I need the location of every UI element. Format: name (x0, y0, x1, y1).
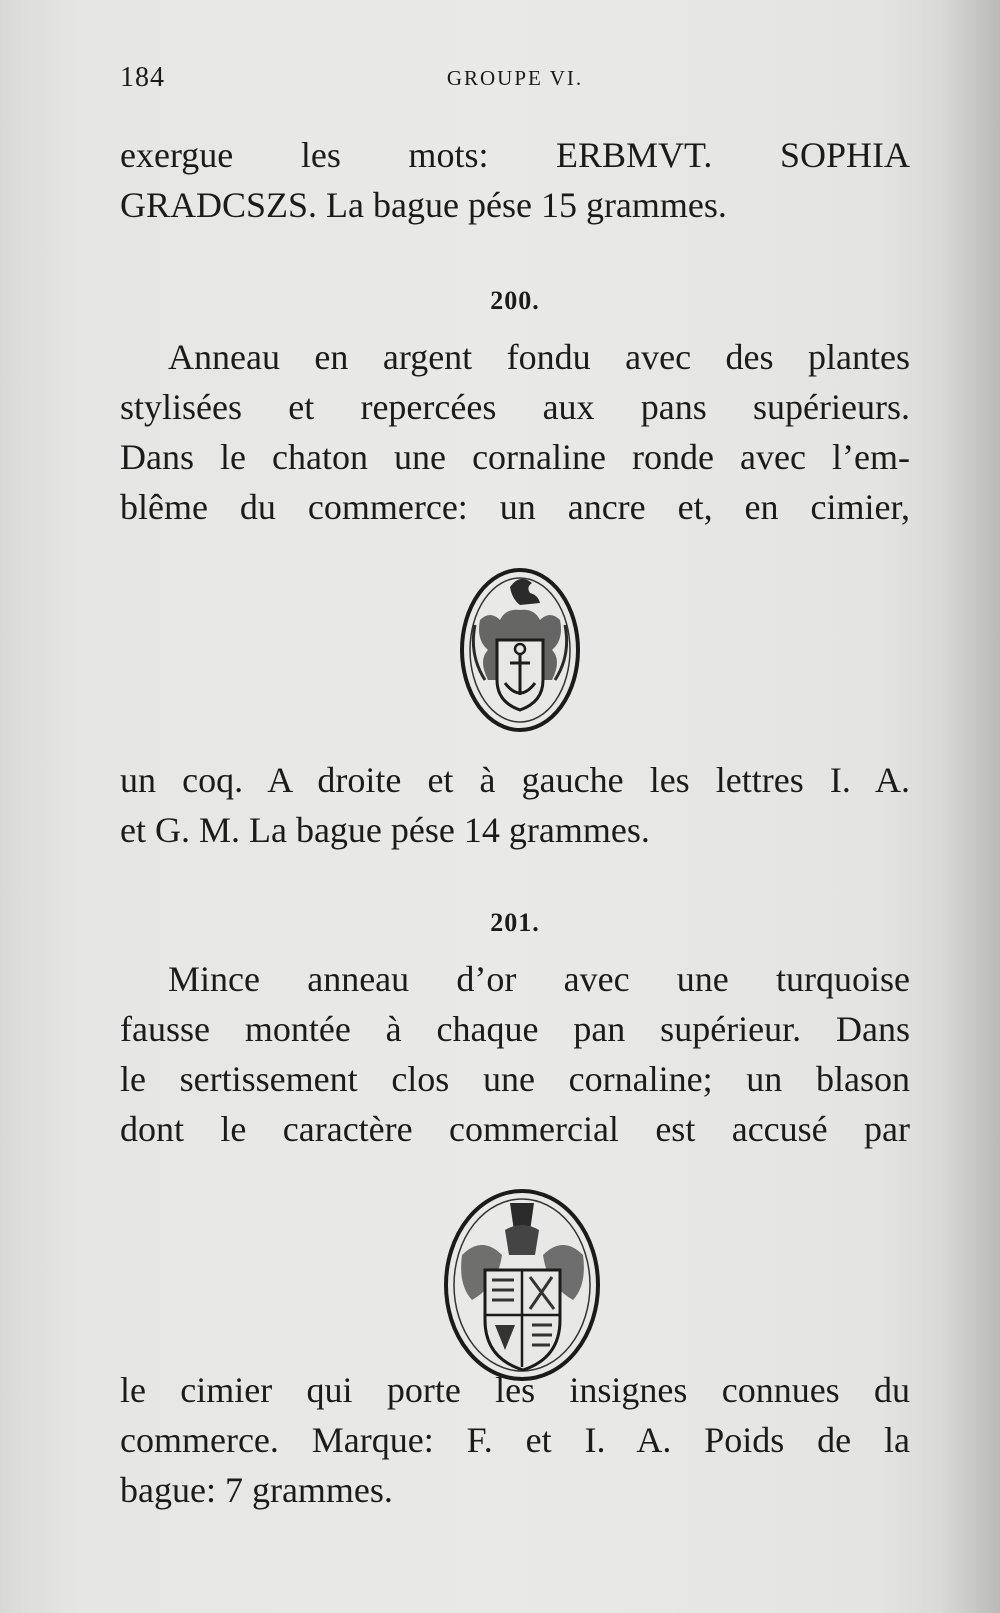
entry-200-paragraph-bottom (120, 755, 910, 855)
text-line: un coq. A droite et à gauche les lettres I. A. (120, 760, 910, 800)
intro-paragraph (120, 130, 910, 230)
seal-anchor-cock-illustration (455, 565, 585, 735)
running-head: GROUPE VI. (446, 66, 584, 90)
text-line: le sertissement clos une cornaline; un blason (120, 1059, 910, 1099)
entry-200-paragraph-top (120, 332, 910, 532)
text-line: fausse montée à chaque pan supérieur. Dans (120, 1009, 910, 1049)
page-number: 184 (120, 62, 165, 93)
text-line: commerce. Marque: F. et I. A. Poids de la (120, 1420, 910, 1460)
text-line: et G. M. La bague pése 14 grammes. (120, 810, 650, 850)
entry-201-paragraph-bottom (120, 1365, 910, 1515)
text-line: dont le caractère commercial est accusé par (120, 1109, 910, 1149)
text-line: bague: 7 grammes. (120, 1470, 393, 1510)
text-line: Dans le chaton une cornaline ronde avec l’em- (120, 437, 910, 477)
page-edge-shadow (940, 0, 1000, 1613)
text-line: exergue les mots: ERBMVT. SOPHIA (120, 135, 910, 175)
text-line: Mince anneau d’or avec une turquoise (168, 959, 910, 999)
text-line: blême du commerce: un ancre et, en cimier, (120, 487, 910, 527)
entry-number-200: 200. (490, 286, 540, 315)
text-line: stylisées et repercées aux pans supérieurs. (120, 387, 910, 427)
text-line: le cimier qui porte les insignes connues du (120, 1370, 910, 1410)
entry-201-paragraph-top (120, 954, 910, 1154)
text-line: Anneau en argent fondu avec des plantes (168, 337, 910, 377)
entry-number-201: 201. (490, 908, 540, 937)
page-header (120, 62, 910, 102)
seal-coat-of-arms-illustration (440, 1185, 605, 1385)
text-line: GRADCSZS. La bague pése 15 grammes. (120, 185, 727, 225)
